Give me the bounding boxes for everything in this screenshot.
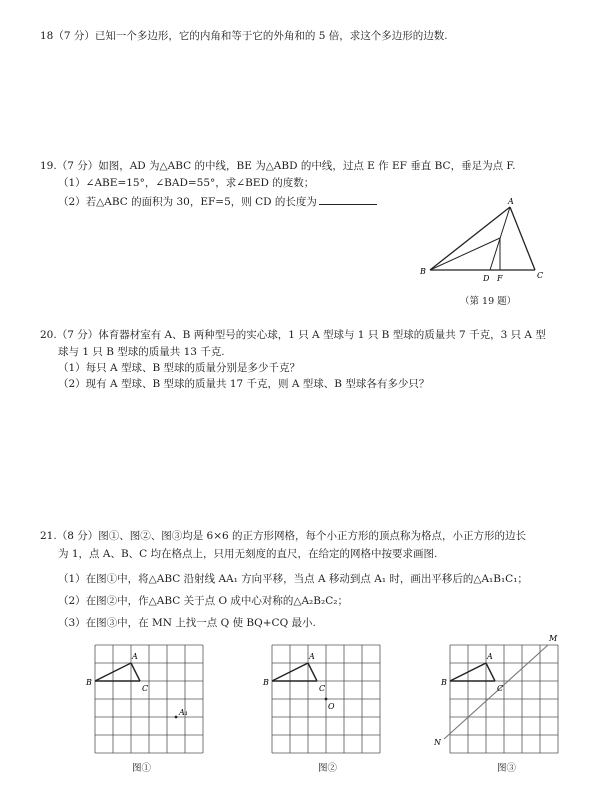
label-a: A xyxy=(508,197,514,206)
q19-part2-text: （2）若△ABC 的面积为 30，EF=5，则 CD 的长度为 xyxy=(58,196,317,208)
q19-caption: （第 19 题） xyxy=(460,296,517,307)
grid-lines xyxy=(450,645,558,753)
grid-lines xyxy=(95,645,203,753)
q21-part2: （2）在图②中，作△ABC 关于点 O 成中心对称的△A₂B₂C₂； xyxy=(58,595,348,607)
segment-ac xyxy=(308,663,317,681)
point-a1 xyxy=(175,716,178,719)
label-c: C xyxy=(142,684,149,693)
answer-blank xyxy=(319,194,377,205)
label-m: M xyxy=(549,634,558,643)
line-mn xyxy=(444,645,548,739)
q19-part1: （1）∠ABE=15°，∠BAD=55°，求∠BED 的度数； xyxy=(58,177,315,189)
label-b: B xyxy=(86,678,92,687)
q20-stem-2: 球与 1 只 B 型球的质量共 13 千克. xyxy=(58,346,225,358)
segment-ac xyxy=(131,663,140,681)
q21-part3: （3）在图③中，在 MN 上找一点 Q 使 BQ+CQ 最小. xyxy=(58,617,316,629)
label-n: N xyxy=(434,738,441,747)
label-a: A xyxy=(487,652,493,661)
q20-stem-1: 20.（7 分）体育器材室有 A、B 两种型号的实心球，1 只 A 型球与 1 只 B 型球的质量共 7 千克，3 只 A 型 xyxy=(40,329,546,341)
q20-part2: （2）现有 A 型球、B 型球的质量共 17 千克，则 A 型球、B 型球各有多少只？ xyxy=(58,378,430,390)
label-o: O xyxy=(328,702,335,711)
q18-text: 18（7 分）已知一个多边形，它的内角和等于它的外角和的 5 倍，求这个多边形的边数. xyxy=(40,30,448,42)
grid-figure-2 xyxy=(263,645,382,755)
label-a1: A₁ xyxy=(179,708,188,717)
grid-figure-3 xyxy=(434,634,560,755)
grid-figure-1 xyxy=(86,645,205,755)
q19-triangle-figure xyxy=(415,195,555,290)
grid-caption-1: 图① xyxy=(132,763,152,774)
segment-ac xyxy=(510,207,535,270)
label-b: B xyxy=(263,678,269,687)
segment-ac xyxy=(486,663,495,681)
q20-part1: （1）每只 A 型球、B 型球的质量分别是多少千克？ xyxy=(58,362,300,374)
label-f: F xyxy=(497,274,503,283)
label-c: C xyxy=(319,684,326,693)
q21-part1: （1）在图①中，将△ABC 沿射线 AA₁ 方向平移，当点 A 移动到点 A₁ 时，画出平移后的△A₁B₁C₁； xyxy=(58,573,528,585)
label-d: D xyxy=(483,274,490,283)
label-b: B xyxy=(441,678,447,687)
label-c: C xyxy=(497,684,504,693)
q19-stem: 19.（7 分）如图，AD 为△ABC 的中线，BE 为△ABD 的中线，过点 E 作 EF 垂直 BC，垂足为点 F. xyxy=(40,160,516,172)
q21-stem-1: 21.（8 分）图①、图②、图③均是 6×6 的正方形网格，每个小正方形的顶点称为格点，小正方形的边长 xyxy=(40,530,527,542)
q19-part2 xyxy=(58,194,377,209)
q21-stem-2: 为 1，点 A、B、C 均在格点上，只用无刻度的直尺，在给定的网格中按要求画图. xyxy=(58,548,438,560)
point-o xyxy=(325,698,328,701)
label-c: C xyxy=(537,271,544,280)
grid-caption-2: 图② xyxy=(318,763,338,774)
label-a: A xyxy=(309,652,315,661)
label-a: A xyxy=(132,652,138,661)
grid-caption-3: 图③ xyxy=(497,763,517,774)
label-b: B xyxy=(420,267,426,276)
